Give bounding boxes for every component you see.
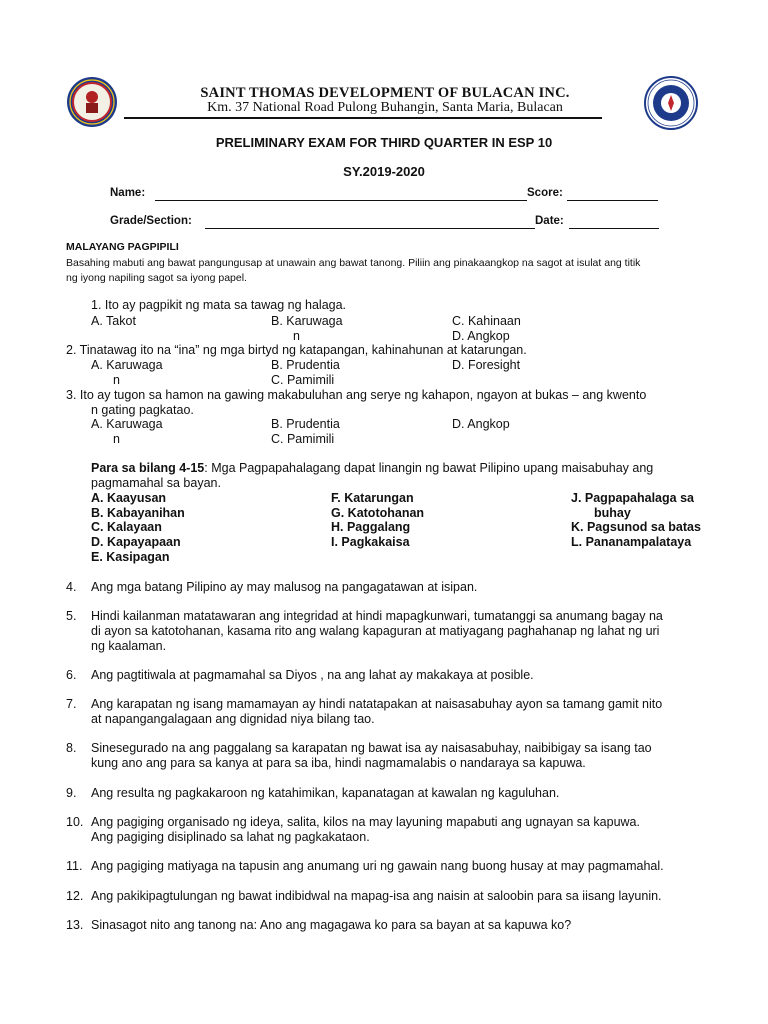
choice-j-wrap: buhay [594,506,631,520]
choice-d: D. Kapayapaan [91,535,181,549]
choice-j: J. Pagpapahalaga sa [571,491,694,505]
q1-option-d: D. Angkop [452,329,510,343]
school-address: Km. 37 National Road Pulong Buhangin, Santa Maria, Bulacan [207,100,563,115]
part2-lead-rest: : Mga Pagpapahalagang dapat linangin ng bawat Pilipino upang maisabuhay ang [204,461,654,475]
part2-lead-bold: Para sa bilang 4-15 [91,461,205,475]
choice-c: C. Kalayaan [91,520,162,534]
school-year: SY.2019-2020 [343,164,425,179]
item-9: Ang resulta ng pagkakaroon ng katahimikan, kapanatagan at kawalan ng kaguluhan. [91,786,560,800]
q3-option-c: C. Pamimili [271,432,335,446]
part2-lead [91,461,653,475]
q3-option-a: A. Karuwaga [91,417,163,431]
choice-f: F. Katarungan [331,491,414,505]
q3-option-b: B. Prudentia [271,417,340,431]
choice-e: E. Kasipagan [91,550,170,564]
item-number: 5. [66,609,77,623]
item-13: Sinasagot nito ang tanong na: Ano ang magagawa ko para sa bayan at sa kapuwa ko? [91,918,572,932]
q3-option-d: D. Angkop [452,417,510,431]
item-12: Ang pakikipagtulungan ng bawat indibidwal na mapag-isa ang naisin at saloobin para sa iisang layunin. [91,889,662,903]
instruction-line2: ng iyong napiling sagot sa iyong papel. [66,272,247,284]
item-8-line2: kung ano ang para sa kanya at para sa iba, hindi nagmamalabis o nandaraya sa kapuwa. [91,756,586,770]
name-line[interactable] [155,200,527,201]
q2-option-b: B. Prudentia [271,358,340,372]
item-number: 4. [66,580,77,594]
q1-option-b-wrap: n [293,329,300,343]
item-7-line2: at napangangalagaan ang dignidad niya bilang tao. [91,712,375,726]
item-number: 7. [66,697,77,711]
q1-option-b: B. Karuwaga [271,314,343,328]
item-5-line2: di ayon sa katotohanan, kasama rito ang walang kapaguran at matiyagang paghahanap ng lahat ng uri [91,624,660,638]
school-seal-logo [66,76,118,128]
item-10-line2: Ang pagiging disiplinado sa lahat ng pagkakataon. [91,830,370,844]
grade-section-label: Grade/Section: [110,215,192,227]
item-5-line3: ng kaalaman. [91,639,167,653]
q2-option-d: D. Foresight [452,358,521,372]
choice-k: K. Pagsunod sa batas [571,520,701,534]
item-number: 13. [66,918,84,932]
question-3-wrap: n gating pagkatao. [91,403,194,417]
part2-lead-line2: pagmamahal sa bayan. [91,476,221,490]
item-number: 12. [66,889,84,903]
score-label: Score: [527,187,563,199]
item-number: 9. [66,786,77,800]
q2-option-c: C. Pamimili [271,373,335,387]
item-7-line1: Ang karapatan ng isang mamamayan ay hindi natatapakan at naisasabuhay ayon sa tamang gamit nito [91,697,663,711]
header-divider [124,117,602,119]
item-8-line1: Sinesegurado na ang paggalang sa karapatan ng bawat isa ay naisasabuhay, naibibigay sa isang tao [91,741,652,755]
section-title: MALAYANG PAGPIPILI [66,241,179,253]
question-1: 1. Ito ay pagpikit ng mata sa tawag ng halaga. [91,298,347,312]
choice-h: H. Paggalang [331,520,411,534]
grade-section-line[interactable] [205,228,535,229]
choice-b: B. Kabayanihan [91,506,185,520]
name-label: Name: [110,187,146,199]
item-4: Ang mga batang Pilipino ay may malusog na pangagatawan at isipan. [91,580,478,594]
item-10-line1: Ang pagiging organisado ng ideya, salita, kilos na may layuning mapabuti ang ugnayan sa kapuwa. [91,815,640,829]
exam-title: PRELIMINARY EXAM FOR THIRD QUARTER IN ESP 10 [215,135,553,150]
q3-option-a-wrap: n [113,432,120,446]
item-number: 8. [66,741,77,755]
date-label: Date: [535,215,564,227]
item-5-line1: Hindi kailanman matatawaran ang integridad at hindi mapagkunwari, tumatanggi sa anumang bagay na [91,609,663,623]
deped-seal-logo [644,76,696,128]
q2-option-a: A. Karuwaga [91,358,163,372]
q1-option-a: A. Takot [91,314,136,328]
item-number: 10. [66,815,84,829]
item-11: Ang pagiging matiyaga na tapusin ang anumang uri ng gawain nang buong husay at may pagmamahal. [91,859,664,873]
q2-option-a-wrap: n [113,373,120,387]
instruction-line1: Basahing mabuti ang bawat pangungusap at unawain ang bawat tanong. Piliin ang pinakaangkop na sagot at isulat ang titik [66,257,641,269]
choice-i: I. Pagkakaisa [331,535,410,549]
choice-l: L. Pananampalataya [571,535,692,549]
q1-option-c: C. Kahinaan [452,314,521,328]
item-6: Ang pagtitiwala at pagmamahal sa Diyos , na ang lahat ay makakaya at posible. [91,668,534,682]
score-line[interactable] [567,200,658,201]
date-line[interactable] [569,228,659,229]
choice-a: A. Kaayusan [91,491,167,505]
question-3: 3. Ito ay tugon sa hamon na gawing makabuluhan ang serye ng kahapon, ngayon at bukas – ang kwento [66,388,647,402]
question-2: 2. Tinatawag ito na “ina” ng mga birtyd ng katapangan, kahinahunan at katarungan. [66,343,527,357]
item-number: 6. [66,668,77,682]
choice-g: G. Katotohanan [331,506,425,520]
school-name: SAINT THOMAS DEVELOPMENT OF BULACAN INC. [200,85,570,101]
item-number: 11. [66,859,83,873]
